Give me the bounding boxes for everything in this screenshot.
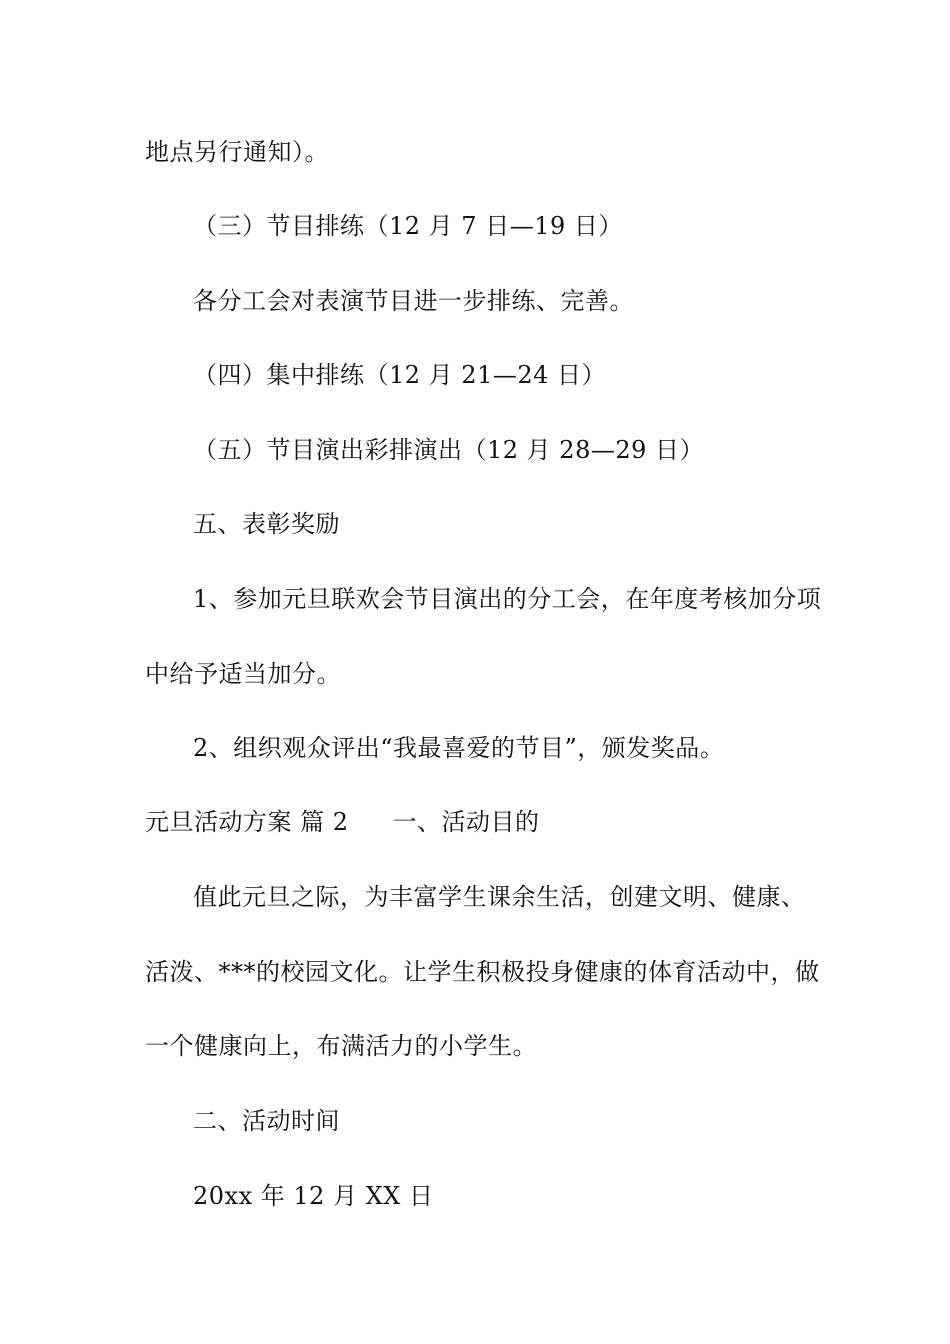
paragraph-line: 值此元旦之际，为丰富学生课余生活，创建文明、健康、	[193, 883, 806, 911]
section-heading-dress-rehearsal: （五）节目演出彩排演出（12 月 28—29 日）	[193, 436, 705, 464]
event-date: 20xx 年 12 月 XX 日	[193, 1182, 434, 1210]
paragraph-line: 活泼、***的校园文化。让学生积极投身健康的体育活动中，做	[145, 958, 820, 986]
plan-title-line	[145, 807, 540, 837]
section-heading-awards: 五、表彰奖励	[193, 510, 340, 538]
section-heading-time: 二、活动时间	[193, 1107, 340, 1135]
section-heading-purpose: 一、活动目的	[392, 808, 540, 836]
paragraph-line: 一个健康向上，布满活力的小学生。	[145, 1032, 537, 1060]
paragraph-line: 1、参加元旦联欢会节目演出的分工会，在年度考核加分项	[193, 585, 822, 613]
paragraph-line: 中给予适当加分。	[145, 660, 341, 688]
section-heading-concentrated-rehearsal: （四）集中排练（12 月 21—24 日）	[193, 361, 607, 389]
paragraph-line: 地点另行通知）。	[145, 138, 329, 166]
section-heading-rehearsal: （三）节目排练（12 月 7 日—19 日）	[193, 212, 623, 240]
plan-title: 元旦活动方案 篇 2	[145, 808, 349, 836]
paragraph-line: 各分工会对表演节目进一步排练、完善。	[193, 287, 634, 315]
paragraph-line: 2、组织观众评出“我最喜爱的节目”，颁发奖品。	[193, 734, 725, 762]
